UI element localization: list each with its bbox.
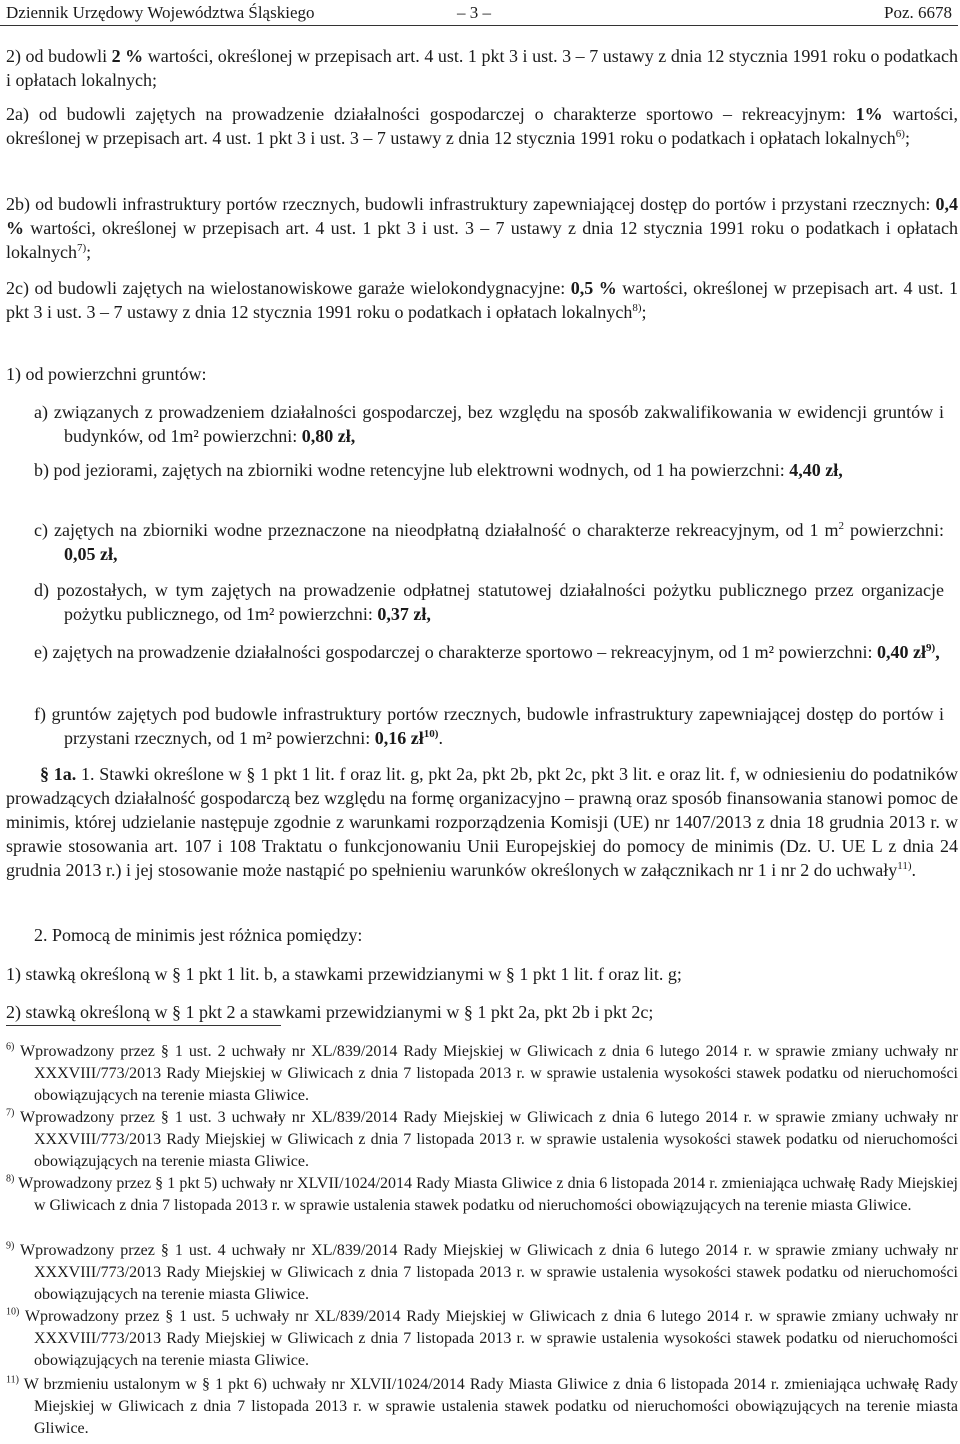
item-b: b) pod jeziorami, zajętych na zbiorniki wodne retencyjne lub elektrowni wodnych, od 1 ha powierzchni: 4,40 zł, xyxy=(34,460,843,480)
paragraph-2c: 2c) od budowli zajętych na wielostanowiskowe garaże wielokondygnacyjne: 0,5 % wartości, określonej w przepisach art. 4 ust. 1 pkt 3 i ust. 3 – 7 ustawy z dnia 12 stycznia 1991 roku o podatkach i opłatach lokalnych$^{8)}$; xyxy=(6,278,959,322)
footnote-7: $^{7)}$ Wprowadzony przez § 1 ust. 3 uchwały nr XL/839/2014 Rady Miejskiej w Gliwicach z dnia 6 lutego 2014 r. w sprawie zmiany uchwały nr XXXVIII/773/2013 Rady Miejskiej w Gliwicach z dnia 7 listopada 2013 r. w sprawie ustalenia wysokości stawek podatku od nieruchomości obowiązujących na terenie miasta Gliwice. xyxy=(6,1107,958,1170)
footnote-ref: 10) xyxy=(423,728,439,740)
item-f: f) gruntów zajętych pod budowle infrastruktury portów rzecznych, budowle infrastruktury zapewniającej dostęp do portów i przystani rzecznych, od 1 m² powierzchni: 0,16 $zł^{10)}$. xyxy=(34,704,944,748)
footnote-ref: 11) xyxy=(897,860,912,872)
footnote-6: $^{6)}$ Wprowadzony przez § 1 ust. 2 uchwały nr XL/839/2014 Rady Miejskiej w Gliwicach z dnia 6 lutego 2014 r. w sprawie zmiany uchwały nr XXXVIII/773/2013 Rady Miejskiej w Gliwicach z dnia 7 listopada 2013 r. w sprawie ustalenia wysokości stawek podatku od nieruchomości obowiązujących na terenie miasta Gliwice. xyxy=(6,1041,958,1104)
footnote-ref: 7) xyxy=(76,242,87,254)
item-c: c) zajętych na zbiorniki wodne przeznaczone na nieodpłatną działalność o charakterze rekreacyjnym, od 1 $m^2$ powierzchni: 0,05 zł, xyxy=(34,520,945,564)
item-a: a) związanych z prowadzeniem działalności gospodarczej, bez względu na sposób zakwalifikowania w ewidencji gruntów i budynków, od 1m² powierzchni: 0,80 zł, xyxy=(34,402,944,446)
footnote-number: 9) xyxy=(6,1240,15,1252)
footnote-number: 10) xyxy=(6,1306,20,1318)
footnote-number: 6) xyxy=(6,1041,15,1053)
footnote-11: $^{11)}$ W brzmieniu ustalonym w § 1 pkt 6) uchwały nr XLVII/1024/2014 Rady Miasta Gliwice z dnia 6 listopada 2014 r. zmieniająca uchwałę Rady Miejskiej w Gliwicach z dnia 7 listopada 2013 r. w sprawie ustalenia stawek podatku od nieruchomości obowiązujących na terenie miasta Gliwice. xyxy=(6,1374,958,1437)
header-rule xyxy=(0,25,958,26)
footnote-number: 11) xyxy=(6,1374,19,1386)
page-number: – 3 – xyxy=(457,3,491,22)
footnote-10: $^{10)}$ Wprowadzony przez § 1 ust. 5 uchwały nr XL/839/2014 Rady Miejskiej w Gliwicach z dnia 6 lutego 2014 r. w sprawie zmiany uchwały nr XXXVIII/773/2013 Rady Miejskiej w Gliwicach z dnia 7 listopada 2013 r. w sprawie ustalenia wysokości stawek podatku od nieruchomości obowiązujących na terenie miasta Gliwice. xyxy=(6,1306,958,1369)
item-d: d) pozostałych, w tym zajętych na prowadzenie odpłatnej statutowej działalności pożytku publicznego przez organizacje pożytku publicznego, od 1m² powierzchni: 0,37 zł, xyxy=(34,580,944,624)
section-2: 2. Pomocą de minimis jest różnica pomiędzy: xyxy=(34,925,363,945)
position-number: Poz. 6678 xyxy=(884,3,952,22)
footnote-number: 8) xyxy=(6,1173,15,1185)
footnote-ref: 9) xyxy=(926,642,936,654)
paragraph-2a: 2a) od budowli zajętych na prowadzenie działalności gospodarczej o charakterze sportowo – rekreacyjnym: 1% wartości, określonej w przepisach art. 4 ust. 1 pkt 3 i ust. 3 – 7 ustawy z dnia 12 stycznia 1991 roku o podatkach i opłatach lokalnych$^{6)}$; xyxy=(6,104,958,148)
paragraph-1: 1) od powierzchni gruntów: xyxy=(6,364,207,384)
section-2-item-2: 2) stawką określoną w § 1 pkt 2 a stawkami przewidzianymi w § 1 pkt 2a, pkt 2b i pkt 2c; xyxy=(6,1002,654,1022)
section-1a: § 1a. 1. Stawki określone w § 1 pkt 1 lit. f oraz lit. g, pkt 2a, pkt 2b, pkt 2c, pkt 3 lit. e oraz lit. f, w odniesieniu do podatników prowadzących działalność gospodarczą bez względu na formę organizacyjno – prawną oraz sposób finansowania stanowi pomoc de minimis, której udzielanie następuje zgodnie z warunkami rozporządzenia Komisji (UE) nr 1407/2013 z dnia 18 grudnia 2013 r. w sprawie stosowania art. 107 i 108 Traktatu o funkcjonowaniu Unii Europejskiej do pomocy de minimis (Dz. U. UE L z dnia 24 grudnia 2013 r.) i jej stosowanie może nastąpić po spełnieniu warunków określonych w załącznikach nr 1 i nr 2 do uchwały$^{11)}$. xyxy=(6,764,959,880)
footnote-ref: 6) xyxy=(895,128,905,140)
footnote-9: $^{9)}$ Wprowadzony przez § 1 ust. 4 uchwały nr XL/839/2014 Rady Miejskiej w Gliwicach z dnia 6 lutego 2014 r. w sprawie zmiany uchwały nr XXXVIII/773/2013 Rady Miejskiej w Gliwicach z dnia 7 listopada 2013 r. w sprawie ustalenia wysokości stawek podatku od nieruchomości obowiązujących na terenie miasta Gliwice. xyxy=(6,1240,958,1303)
paragraph-2b: 2b) od budowli infrastruktury portów rzecznych, budowli infrastruktury zapewniającej dostęp do portów i przystani rzecznych: 0,4 % wartości, określonej w przepisach art. 4 ust. 1 pkt 3 i ust. 3 – 7 ustawy z dnia 12 stycznia 1991 roku o podatkach i opłatach lokalnych$^{7)}$; xyxy=(6,194,958,262)
footnote-ref: 8) xyxy=(632,302,642,314)
section-label: § 1a. xyxy=(40,764,77,784)
footnote-8: $^{8)}$ Wprowadzony przez § 1 pkt 5) uchwały nr XLVII/1024/2014 Rady Miasta Gliwice z dnia 6 listopada 2014 r. zmieniająca uchwałę Rady Miejskiej w Gliwicach z dnia 7 listopada 2013 r. w sprawie ustalenia stawek podatku od nieruchomości obowiązujących na terenie miasta Gliwice. xyxy=(6,1173,958,1214)
page-header xyxy=(0,0,960,26)
item-e: e) zajętych na prowadzenie działalności gospodarczej o charakterze sportowo – rekreacyjnym, od 1 m² powierzchni: 0,40 $zł^{9)}$, xyxy=(34,642,940,662)
footnote-separator xyxy=(6,1025,281,1026)
footnote-number: 7) xyxy=(6,1107,15,1119)
journal-title: Dziennik Urzędowy Województwa Śląskiego xyxy=(6,3,315,22)
paragraph-2: 2) od budowli 2 % wartości, określonej w przepisach art. 4 ust. 1 pkt 3 i ust. 3 – 7 ustawy z dnia 12 stycznia 1991 roku o podatkach i opłatach lokalnych; xyxy=(6,46,958,90)
section-2-item-1: 1) stawką określoną w § 1 pkt 1 lit. b, a stawkami przewidzianymi w § 1 pkt 1 lit. f oraz lit. g; xyxy=(6,964,682,984)
